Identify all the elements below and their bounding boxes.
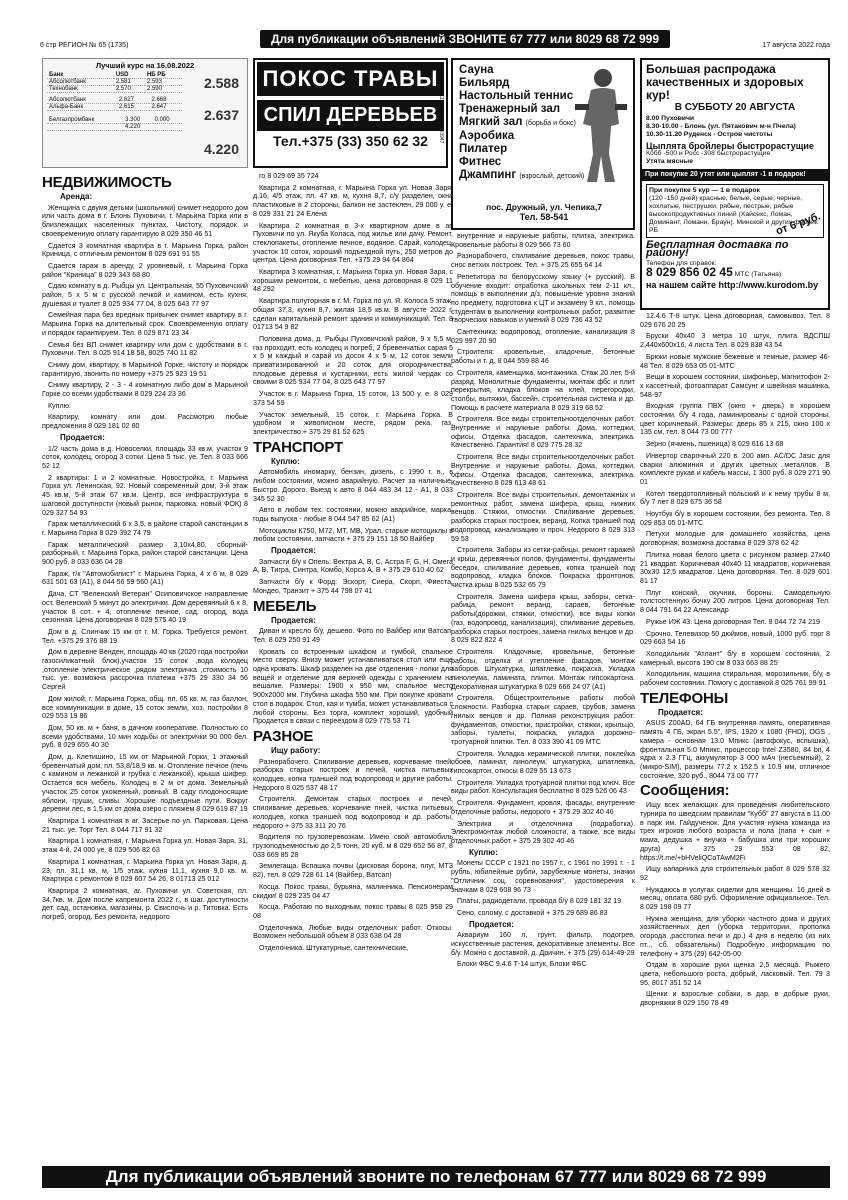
- ads-list: [253, 758, 453, 953]
- sauna-line: Пилатер: [459, 143, 508, 155]
- classified-ad: Петухи молодые для домашнего хозяйства, цена договорная, возможна доставка 8 029 378 62 42: [640, 530, 830, 548]
- classified-ad: Строителя. Укладка тротуарной плитки под ключ. Все виды работ. Консультация бесплатно 8 029 526 06 43: [451, 778, 635, 796]
- classified-ad: Плитка новая белого цвета с рисунком размер 27х40 21 квадрат. Коричневая 40х40 11 квадратов, коричневая 30х30 12,5 квадратов. Цена договорная. Тел. 8 029 601 81 17: [640, 550, 830, 585]
- classified-ad: внутренние и наружные работы, плитка, электрика. Кровельные работы 8 029 566 73 60: [451, 232, 635, 249]
- classified-ad: Дом жилой, г. Марьина Горка, общ. пл. 65 кв. м, газ баллон, все коммуникации в доме, 15 соток земли, хоз. постройки 8 029 553 19 86: [42, 694, 248, 721]
- classified-ad: Дом в деревне Венден, площадь 40 кв (2020 года постройки газосиликатный блок),участок 15 соток ,вода колодец ,отопление электрическое ,рядом электричка ,стоимость 10 тыс. уе. возможна рассрочка платежа +375 29 330 34 56 Сергей: [42, 648, 248, 692]
- classified-ad: Квартира 2 комнатная, г. Марьина Горка ул. Новая Заря, д.16, 4/5 этаж, пл. 47 кв. м, кухня 8,7, с/у разделен, окна пластиковые в 2 стороны, балкон не застеклен, 29 000 у. е. 8 029 331 21 24 Елена: [253, 183, 453, 218]
- classified-ad: Разнорабочего, спиливание деревьев, покос травы, снос ветхих построек. Тел. + 375 25 655 64 14: [451, 252, 635, 270]
- classified-ad: Нуждаюсь в услугах сиделки для женщины. 16 дней в месяц, оплата 680 руб. Оформление официальное. Тел. 8 029 198 09 77: [640, 885, 830, 912]
- header-banner: Для публикации объявлений ЗВОНИТЕ 67 777 или 8029 68 72 999: [260, 30, 670, 48]
- classified-ad: Строителя: кровельные, кладочные, бетонные работы и т. д. 8 044 559 88 46: [451, 348, 635, 366]
- ads-list: [640, 312, 830, 688]
- classified-ad: Дом, 50 кв. м + баня, в дачном кооперативе. Полностью со всеми удобствами, 10 мин ходьбы от электрички 90 000 бел. руб. 8 029 655 40 30: [42, 723, 248, 750]
- subsection-title: Куплю:: [469, 847, 498, 857]
- classified-ad: Разнорабочего. Спиливание деревьев, корчевание пней, разборка старых построек и печей, чистка питьевых колодцев, копка траншей под водопровод и другие работы. Недорого 8 025 537 48 17: [253, 757, 453, 792]
- sale-schedule-item: 10.30-11.20 Руденск - Остров чистоты: [646, 131, 773, 138]
- sale-schedule-item: 8.30-10.00 - Блонь (ул. Пятакович м-н Пчела): [646, 123, 796, 130]
- sale-phone-line: 8 029 856 02 45 МТС (Татьяна): [646, 265, 782, 279]
- classified-ad: Дача, СТ "Веленский Ветеран" Осиповичское направление ост. Веленский 5 минут до электрички. Дом деревянный 6 х 8, участок 8 сот. + 4, отопление печное, сад, огород, вода сезонная. Цена договорная 8 029 575 40 19: [42, 590, 248, 625]
- classified-ad: 2 квартиры: 1 и 2 комнатные. Новостройка, г. Марьина Горка ул. Ленинская, 92. Новый современный дом, 3-й этаж 45 кв.м, 5-й этаж 67 кв.м. Центр, вся инфраструктура в шаговой доступности (новый рынок, парковка, новый ФОК) 8 029 327 54 93: [42, 473, 248, 517]
- classified-ad: Нужна женщина, для уборки частного дома и других хозяйственных дел (уборка территории, прополка огорода ,расстопка печи и др.) 4 дня в неделю (из них пт.., сб. обязательны) Подробную информацию по телефону + 375 (29) 642-05-00: [640, 914, 830, 958]
- ads-list: [451, 931, 635, 969]
- ads-list: [253, 172, 453, 437]
- classified-ad: Квартира 2 комнатная, аг. Пуховичи ул. Советская, пл. 34,7кв. м. Дом после капремонта 2022 г., в шаг. доступности дет. сад, остановка, магазины, р. Свислочь и р. Титовка. Есть погреб, огород. Без ремонта, недорого: [42, 886, 248, 922]
- usd-table: Банк USD НБ РБ Абсолютбанк 2.581 2.593 Технобанк 2.570 2.590: [47, 72, 182, 93]
- classified-ad: Брюки новые мужские бежевые и темные, размер 46-48 Тел. 8 029 653 05 01-МТС: [640, 352, 830, 370]
- classified-ad: Аквариум 160 л, грунт, фильтр, подогрев, искусственные растения, декоративные элементы. Все б/у. Можно с доставкой, д. Дричин. + 375 (29) 614-49-29: [451, 931, 635, 957]
- sauna-phone: Тел. 58-541: [519, 212, 569, 222]
- classified-ad: Сдаю комнату в д. Рыбцы ул. Центральная, 55 Пуховичский район, 5 х 5 м с русской печкой и камином, есть кухня, душевая и туалет 8 025 934 77 04, 8 025 643 77 97: [42, 282, 248, 308]
- section-title: МЕБЕЛЬ: [253, 597, 317, 615]
- sauna-line: Мягкий зал (борьба и бокс): [459, 116, 576, 128]
- ads-list: [640, 719, 830, 780]
- ads-list: [253, 627, 453, 726]
- classified-ad: Блоки ФБС 9.4.6 Т-14 штук, Блоки ФБС: [457, 960, 587, 969]
- sauna-line: Тренажерный зал: [459, 103, 561, 115]
- subsection-title: Аренда:: [60, 192, 93, 201]
- eur-best-rate: 2.637: [203, 107, 239, 123]
- sale-hens-box: При покупке 5 кур — 1 в подарок (120 -150 дней) красные, белые, серые, черные, хохлатые, пеструшки, рябые, пестрые, рябые высокопродуктивных линий (Хайсекс, Ломан, Доминант, Ломанн, Браун). Минской и других фабрик РБ: [646, 184, 824, 238]
- classified-ad: Семья без ВП снимет квартиру или дом с удобствами в г. Пуховичи. Тел. 8 025 914 18 58, 8025 740 11 82: [42, 340, 248, 358]
- classified-ad: Вещи в хорошем состоянии, шифоньер, магнитофон 2-х кассетный, фотоаппарат Самсунг и швейная машинка, 548-97: [640, 373, 830, 399]
- classified-ad: Гараж, г/к "Автомобилист" г. Марьина Горка, 4 х 6 м, 8 029 631 501 63 (А1), 8 044 56 59 560 (А1): [42, 569, 248, 587]
- classified-ad: Сниму дом, квартиру, в Марьиной Горке, чистоту и порядок гарантирую, звонить по номеру +375 25 923 19 51: [42, 360, 248, 378]
- sauna-line: Джампинг (взрослый, детский): [459, 169, 585, 181]
- page-header: [40, 30, 830, 50]
- classified-ad: Щенки и взрослые собаки, в дар, в добрые руки, дворняжки 8 029 150 78 49: [640, 990, 830, 1008]
- classified-ad: Ищу всех желающих для проведения любительского турнира по шведским правилам "Кубб" 27 августа в 11.00 в парк им. Гайдученок. Для участия нужна команда из трех игроков любого возраста и пола (папа + сын + мама, дедушка + внучка + бабушка или три хороших друга) + 375 29 553 08 82, https://t.me/+bHVeliQCoTAwM2Fi: [640, 801, 830, 862]
- sale-schedule-item: 8.00 Пуховичи: [646, 115, 695, 122]
- classified-ad: Котел твердотопливный польский и к нему трубы 8 м, б/у 7 лет 8 029 675 36 58: [640, 489, 830, 507]
- classified-ad: Запчасти б/у к Опель: Вектра А, В, С, Астра F, G, H, Омега А, В, Тигра, Синтра, Комбо, Корса А, В + 375 29 610 40 62: [253, 557, 453, 575]
- classified-ad: Квартира полуторная в г. М. Горка по ул. Я. Колоса 5 этаж, общая 37,3, кухня 8,7, жилая 18,5 кв.м. В августе 2022 г. сделан капитальный ремонт здания и коммуникаций. Тел. 8 01713 54 9 82: [253, 297, 453, 332]
- classified-ad: Строителя. Все виды строительных, демонтажных и ремонтных работ, замена шифера, крыш, нижних венцов. Стяжки, отмостки. Спиливание деревьев, разборка старых построек, веранд. Копка траншей под водопровод, канализацию и проч. Недорого 8 029 313 59 53: [451, 490, 635, 543]
- classified-ad: Кровать со встроенным шкафом и тумбой, спальное место сверху. Внизу может устанавливаться стол или еще одна кровать. Шкаф разделен на две отделения - полки для вещей и отделение для верхней одежды с хранением на вешалке. Размеры: 1900 х 950 мм, спальное место 900х2000 мм. Глубина шкафа 550 мм. При покупке кровати стол в подарок. Стол, кая и тумба, может устанавливаться с любой стороны. Без торга, комплект хороший, удобный Продается в связи с переездом 8 029 775 53 71: [253, 647, 453, 726]
- classified-ad: Строителя. Все виды строительноотделочных работ. Внутренние и наружные работы. Дома, коттеджи, офисы. Отделка фасадов, сантехника, электрика. Качественно. Гарантия! 8 029 775 28 32: [451, 415, 635, 450]
- column-3: [451, 232, 635, 1160]
- ad-pokos-phone: Тел.+375 (33) 350 62 32: [273, 133, 428, 149]
- classified-ad: Строителя. Замена шифера крыш, заборы, сетка-рабица, ремонт веранд, сараев, бетонные работы(дорожки, стяжки, отмостки), все виды копки (газ, водопровод, канализация), спиливание деревьев, разборка старых построек, замена гнилых венцов и др. 8 029 822 822 4: [451, 592, 635, 645]
- issue-number: 6 стр РЕГИОН № 65 (1735): [40, 42, 129, 49]
- ad-sauna: [451, 58, 635, 230]
- sauna-address: пос. Дружный, ул. Чепика,7 Тел. 58-541: [459, 202, 629, 222]
- column-4: [640, 312, 830, 1160]
- classified-ad: Квартиру, комнату или дом. Рассмотрю любые предложения 8 029 181 02 80: [42, 413, 248, 431]
- classified-ad: Строителя. Заборы из сетки-рабицы, ремонт гаражей и крыш, деревянных полов, фундаменты, фундаменты беседок, спиливание деревьев, копка траншей под водопровод, кладка блоков. Покраска фронтонов, чистка крыш 8 025 532 65 79: [451, 546, 635, 590]
- classified-ad: Землегаща. Вспашка почвы (дисковая борона, плуг, МТЗ 82), тел. 8 029 728 61 14 (Вайбер, Ватсап): [253, 862, 453, 880]
- currency-rates: [42, 58, 248, 168]
- ad-pokos-line1: ПОКОС ТРАВЫ: [257, 62, 444, 96]
- classified-ad: Диван и кресло б/у, дешево. Фото по Вайбер или Ватсап. Тел. 8 029 250 91 49: [253, 627, 453, 644]
- classified-ad: Бруски 40х40 3 метра 10 штук, плита ВДСПШ 2,440х600х16, 4 листа Тел. 8 029 838 43 54: [640, 332, 830, 350]
- classified-ad: Строителя. Фундамент, кровля, фасады, внутренние отделочные работы, недорого + 375 29 302 40 46: [451, 799, 635, 816]
- classified-ad: Дом, д. Клетишино, 15 км от Марьиной Горки, 1 этажный бревенчатый дом, пл. 53,8/18,9 кв. м. Отопление печное (печь с камином и лежанкой и грубка с лежанкой), крыша шифер. Остается вся мебель. Колодец в 2 м от дома. Земельный участок 25 соток ухоженный, ровный. В саду плодоносящие яблони, груши, сливы. Хорошие подъездные пути. Вокруг деревни лес, в 1,5 км от дома озеро с пляжем 8 029 619 87 19: [42, 753, 248, 814]
- section-title: Сообщения:: [640, 782, 730, 800]
- rub-best-rate: 4.220: [203, 141, 239, 157]
- sale-day: В СУББОТУ 20 АВГУСТА: [674, 102, 796, 113]
- classified-ad: 1/2 часть дома в д. Новоселки, площадь 33 кв.м, участок 9 соток, колодец, огород 3 сотки. Цена 5 тыс. уе. Тел. 8 033 666 52 12: [42, 444, 248, 470]
- ad-pokos-license: Сп.ЦВТСЛ 0115-0008 № 0103947: [438, 66, 444, 144]
- sauna-line: Фитнес: [459, 156, 502, 168]
- sale-site: на нашем сайте http://www.kurodom.by: [646, 280, 819, 290]
- classified-ad: Плуг конский, окучник, бороны. Самодельную толстостенную бочку 200 литров. Цена договорная Тел. 8 044 791 64 22 Александр: [640, 588, 830, 615]
- classified-ad: Участок в г. Марьина Горка, 15 соток, 13 500 у. е. 8 029 373 54 59: [253, 390, 453, 407]
- ads-list: [253, 468, 453, 544]
- classified-ad: Платы, радиодетали, провода б/у 8 029 181 32 19: [457, 897, 622, 906]
- classified-ad: Отделочника. Штукатурные, сантехнические,: [259, 944, 409, 953]
- classified-ad: Строителя, каменщика, монтажника. Стаж 20 лет, 5-й разряд. Монолитные фундаменты, монтаж фбс и плит перекрытия, кладка блоков на клей, перегородки, столбы, вытяжки, бассейн, строительная система и др. Помощь в расчете материала 8 029 319 68 52: [451, 368, 635, 412]
- classified-ad: Холодильник "Атлант" б/у в хорошем состоянии, 2 камерный, высота 190 см 8 033 663 88 25: [640, 649, 830, 667]
- sale-price: от 6 руб.: [774, 210, 823, 238]
- column-2: [253, 172, 453, 1200]
- classified-ad: Половина дома, д. Рыбцы Пуховичский район, 9 х 5,5 м, газ проходит, есть колодец и погреб, 2 бревенчатых сарая 5 х 5 м каждый и сарай из досок 4 х 5 м, 12 соток земли приватизированной и 20 соток для огородничества, плодовые деревья и кустарники, есть жилой чердак со своими 8 025 934 77 04, 8 025 643 77 97: [253, 334, 453, 387]
- classified-ad: Сантехника: водопровод, отопление, канализация 8 029 997 20 90: [451, 328, 635, 345]
- classified-ad: Электрика и отделочника (подработка). Электромонтаж любой сложности, а также, все виды отделочных работ + 375 29 302 40 46: [451, 819, 635, 845]
- classified-ad: Строителя. Кладочные, кровельные, бетонные работы, отделка и утепление фасадов, монтаж заборов. Штукатурка, шпатлевка, покраска. Укладка линолеума, ламината, плитки. Монтаж гипсокартона. Декоративная штукатурка 8 029 666 24 07 (А1): [451, 647, 635, 691]
- sale-ducks: Утята мясные: [646, 158, 693, 165]
- sale-chickens: Цыплята бройлеры быстрорастущие: [646, 141, 814, 151]
- ad-pokos-line2: СПИЛ ДЕРЕВЬЕВ: [257, 100, 444, 131]
- column-1: [42, 172, 248, 1200]
- classified-ad: Строителя. Все виды строительноотделочных работ. Внутренние и наружные работы. Дома, коттеджи, офисы. Отделка фасадов, сантехника, электрика. Качественно 8 029 613 48 61: [451, 453, 635, 488]
- classified-ad: Монеты СССР с 1921 по 1957 г., с 1961 по 1991 г. - 1 рубль, юбилейные рубли, зарубежные монеты, значки "Отличник соц. соревнования", удостоверения к значкам 8 029 608 96 73: [451, 859, 635, 894]
- classified-ad: 12.4.6 Т-8 штук. Цена договорная, самовывоз. Тел. 8 029 676 20 25: [640, 312, 830, 329]
- subsection-title: Продается:: [271, 546, 316, 556]
- issue-date: 17 августа 2022 года: [762, 42, 830, 49]
- sale-ref-label: Телефон для справок:: [646, 260, 717, 267]
- section-title: ТЕЛЕФОНЫ: [640, 689, 729, 707]
- ads-list: [42, 445, 248, 922]
- sauna-line: Сауна: [459, 64, 494, 76]
- ads-list: [640, 801, 830, 1007]
- classified-ad: Строителя. Укладка керамической плитки, поклейка обоев, ламинат, линолеум, штукатурка, шпатлевка, гипсокартон, откосы 8 029 55 13 673: [451, 749, 635, 776]
- section-title: НЕДВИЖИМОСТЬ: [42, 174, 172, 191]
- subsection-title: Продается:: [658, 707, 703, 717]
- sale-headline: Большая распродажа качественных и здоровых кур!: [646, 62, 804, 102]
- classified-ad: Строителя. Общестроительные работы любой сложности. Разборка старых сараев, срубов, замена гнилых венцов и др. Полная реконструкция работ: фундаментов, отмостки, пристройки, стяжки, крыльцо, заборы, туалеты, покраска, укладка дорожно-тротуарной плитки. Тел. 8 033 390 41 09 МТС: [451, 694, 635, 746]
- classified-ad: Авто в любом тех. состоянии, можно аварийное, марка, годы выпуска - любые 8 044 547 85 62 (А1): [253, 506, 453, 523]
- rates-title: Лучший курс на 16.08.2022: [95, 61, 195, 70]
- ads-list: [42, 204, 248, 431]
- section-title: РАЗНОЕ: [253, 727, 314, 745]
- sauna-line: Аэробика: [459, 130, 515, 142]
- ad-grass-cutting: [253, 58, 448, 168]
- usd-best-rate: 2.588: [203, 75, 239, 91]
- classified-ad: Водителя по грузоперевозкам. Имею свой автомобиль грузоподъемностью до 2,5 тонн, 20 куб. м 8 029 652 56 87, 8 033 669 85 28: [253, 833, 453, 859]
- classified-ad: Зерно (ячмень, пшеница) 8 029 616 13 68: [646, 440, 784, 449]
- ads-list: [451, 232, 635, 846]
- subsection-title: Куплю:: [271, 456, 300, 466]
- ads-list: [253, 558, 453, 596]
- classified-ad: Холодильник, машина стиральная, морозильник, б/у, в рабочем состоянии. Помогу с доставкой 8 025 761 99 91: [640, 670, 830, 688]
- classified-ad: Женщина с двумя детьми (школьники) снимет недорого дом или часть дома в г. Блонь Пуховичи, г. Марьина Горка или в близлежащих населенных пунктах. Чистоту, порядок и своевременную оплату гарантирую 8 029 350 46 51: [42, 203, 248, 238]
- subsection-title: Продается:: [469, 919, 514, 929]
- classified-ad: Квартира 1 комнатная в аг. Засерье по ул. Парковая. Цена 21 тыс. уе. Торг Тел. 8 044 717 91 32: [42, 817, 248, 834]
- classified-ad: Гараж металлический размер 3,10х4,80, сборный-разборный, г. Марьина Горка, район старой санстанции. Цена 900 руб. 8 033 636 04 28: [42, 540, 248, 567]
- sale-breeds: Кобб -500 и Росс -308 быстрорастущие: [646, 150, 771, 157]
- classified-ad: Косца. Работаю по выходным, покос травы 8 025 958 29 08: [253, 903, 453, 920]
- classified-ad: Квартира 3 комнатная, г. Марьина Горка ул. Новая Заря, с хорошим ремонтом, с мебелью, цена договорная 8 029 11 48 292: [253, 268, 453, 294]
- section-title: ТРАНСПОРТ: [253, 438, 343, 456]
- classified-ad: Квартира 1 комнатная, г. Марьина Горка ул. Новая Заря, 31, этаж 4-й, 24 000 уе. 8 029 506 82 63: [42, 837, 248, 855]
- sauna-line: Настольный теннис: [459, 90, 574, 102]
- subsection-title: Продается:: [60, 432, 105, 442]
- subsection-title: Продается:: [271, 615, 316, 625]
- classified-ad: Ищу напарника для строительных работ 8 029 578 32 92: [640, 865, 830, 882]
- classified-ad: Сдается гараж в аренду, 2 уровневый, г. Марьина Горка район "Криница" 8 029 343 68 80: [42, 261, 248, 279]
- page-footer-banner: Для публикации объявлений звоните по телефонам 67 777 или 8029 68 72 999: [42, 1166, 830, 1188]
- classified-ad: го 8 029 69 35 724: [259, 172, 319, 180]
- classified-ad: Ружье ИЖ 43. Цена договорная Тел. 8 044 72 74 219: [646, 617, 820, 626]
- classified-ad: Косца. Покос травы, бурьяна, малинника. Пенсионерам скидки! 8 029 235 04 47: [253, 882, 453, 900]
- classified-ad: Автомобиль иномарку, бензин, дизель, с 1990 г. в., в любом состоянии, можно аварийную. Расчет за наличные. Быстро. Дорого. Выезд к авто 8 044 483 34 12 - А1, 8 033 345 52 30: [253, 468, 453, 503]
- classified-ad: Отделочника. Любые виды отделочных работ. Откосы. Возможен небольшой объем 8 033 638 04 28: [253, 923, 453, 941]
- classified-ad: Квартира 2 комнатная в 3-х квартирном доме в аг. Пуховичи по ул. Якуба Коласа, под жилье или дачу. Ремонт, стеклопакеты, отопление печное, водяное. Сарай, колодец, участок 10 соток, хороший подъездной путь, 250 метров до центра. Цена договорная Тел. +375 29 94 64 864: [253, 221, 453, 265]
- subsection-title: Ищу работу:: [271, 745, 321, 755]
- classified-ad: Дом в д. Слинчик 15 км от г. М. Горка. Требуется ремонт. Тел. +375 29 376 88 19: [42, 627, 248, 645]
- classified-ad: Входная группа ПВХ (окно + дверь) в хорошем состоянии, б/у 4 года, ламинированы с одной стороны, цвет коричневый. Размеры: дверь 85 х 215, окно 100 х 135 см, тел. 8 044 73 00 777: [640, 402, 830, 437]
- sale-gift-bar: При покупке 20 утят или цыплят -1 в подарок!: [642, 169, 828, 181]
- classified-ad: Квартира 1 комнатная, г. Марьина Горка ул. Новая Заря, д. 23, пл. 31,1 кв. м, 1/5 этаж, кухня 11,1, кухня 9,0 кв. м. Квартира с ремонтом 8 029 607 54 26, 8 01713 25 012: [42, 857, 248, 884]
- classified-ad: ASUS Z00AD, 64 ГБ внутренняя память, оперативная память 4 ГБ, экран 5.5", IPS, 1920 х 1080 (FHD), OGS , камера - основная 13.0 Мпикс (автофокус, вспышка), фронтальная 5.0 Мпикс, процессор Intel Z3580, 84 bit, 4 ядра х 2.3 ГГц, аккумулятор 3 000 мАч (несъемный), 2 (микро-SIM), размеры 77.2 х 152.5 х 10.9 мм, отличное состояние, 320 руб., 8044 73 00 777: [640, 719, 830, 780]
- classified-ad: Сниму квартиру, 2 - 3 - 4 комнатную либо дом в Марьиной Горке со всеми удобствами 8 029 224 23 36: [42, 381, 248, 399]
- classified-ad: Инвертор сварочный 220 в. 200 амп. AC/DC Jasic для сварки алюминия и других цветных металлов. В комплекте рукав и кабель массы, 1 300 руб. 8 029 271 90 01: [640, 451, 830, 486]
- athlete-figure-icon: [571, 64, 629, 184]
- classified-ad: Гараж металлический 6 х 3,5, в районе старой санстанции в г. Марьина Горка 8 029 392 74 79: [42, 520, 248, 537]
- sale-free-delivery: Бесплатная доставка по району!: [646, 239, 789, 259]
- classified-ad: Запчасти б/у к Форд: Эскорт, Сиера, Скорп, Фиеста, Мондео, Транзит + 375 44 798 07 41: [253, 578, 453, 595]
- classified-ad: Отдам в хорошие руки щенка 2,5 месяца. Рыжего цвета, небольшого роста, добрый, ласковый. Тел. 79 3 95, 8017 351 52 14: [640, 961, 830, 987]
- classified-ad: Сено, солому, с доставкой + 375 29 689 86 83: [457, 908, 608, 917]
- classified-ad: Куплю:: [48, 401, 71, 410]
- classified-ad: Строителя. Демонтаж старых построек и печей, спиливание деревьев, корчевание пней, чистка питьевых колодцев, копка траншей под водопровод и др. работы, недорого + 375 33 311 20 76: [253, 795, 453, 830]
- classified-ad: Срочно. Телевизор 50 дюймов, новый, 1000 руб. торг 8 029 663 54 16: [640, 629, 830, 647]
- rub-table: Белгазпромбанк 3.300 0.000 4.220: [47, 117, 182, 131]
- classified-ad: Сдается 3 комнатная квартира в г. Марьина Горка, район Криница, с отличным ремонтом 8 029 691 91 55: [42, 241, 248, 259]
- classified-ad: Ноутбук б/у в хорошем состоянии, без ремонта. Тел. 8 029 853 05 01-МТС: [640, 510, 830, 527]
- classified-ad: Мотоциклы К750, М72, МТ, МВ, Урал, старые мотоциклы в любом состоянии, запчасти + 375 29 151 18 50 Вайбер: [253, 526, 453, 544]
- classified-ad: Репетитора по белорусскому языку (+ русский). В обучение входит: отработка школьных тем 2-11 кл., помощь в выполнении д/з, повышение уровня знаний по предмету, подготовка к ЦТ и экзамену 9 кл., помощь студентам в выполнении контрольных работ, развитие творческих навыков и умений 8 029 736 43 52: [451, 272, 635, 325]
- classified-ad: Семейная пара без вредных привычек снимет квартиру в г. Марьина Горка на длительный срок. Своевременную оплату и порядок гарантируем. Тел. 8 029 871 23 34: [42, 311, 248, 337]
- ads-list: [451, 859, 635, 917]
- sauna-line: Бильярд: [459, 77, 510, 89]
- ad-chicken-sale: [640, 58, 830, 310]
- classified-ad: Участок земельный, 15 соток, г. Марьина Горка. В удобном и живописном месте, рядом река, газ, электричество + 375 29 81 52 625: [253, 410, 453, 436]
- eur-table: Абсолютбанк 2.627 2.668 Альфа-Банк 2.615 2.647: [47, 97, 182, 111]
